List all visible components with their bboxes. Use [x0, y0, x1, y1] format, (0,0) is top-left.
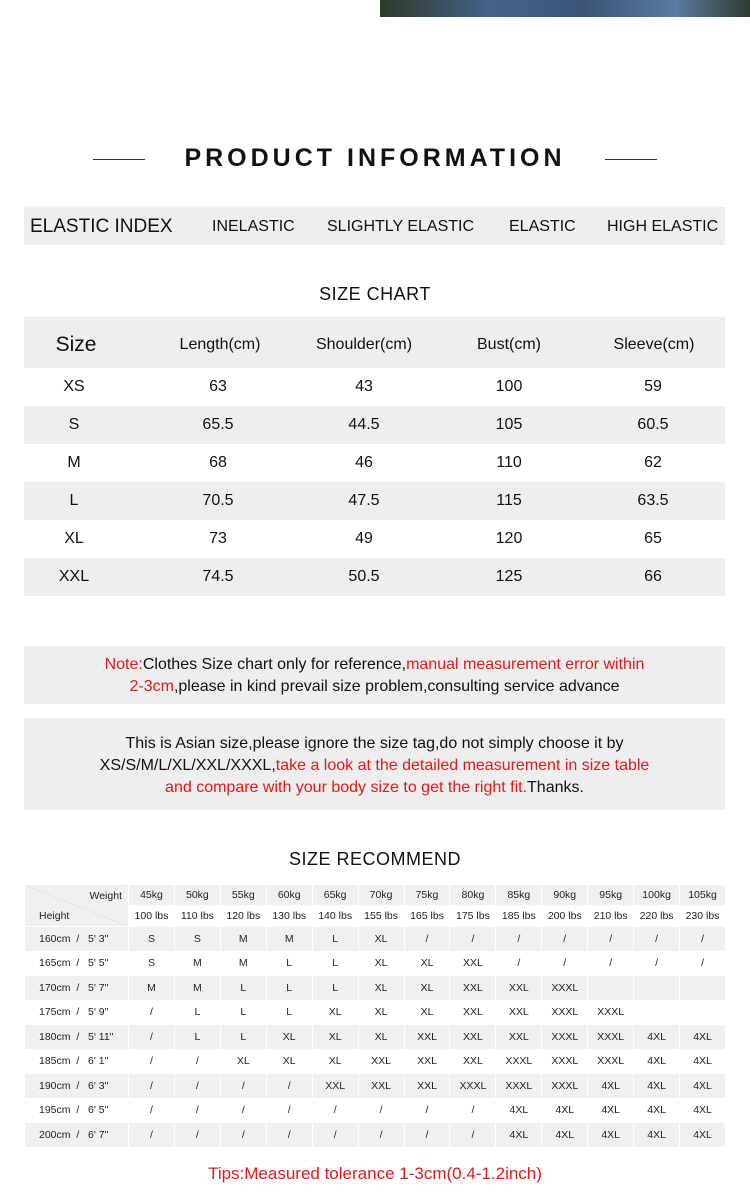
size-cell: XXL — [496, 1025, 542, 1050]
weight-lbs-cell: 230 lbs — [680, 906, 726, 927]
size-cell: 4XL — [588, 1074, 634, 1099]
size-cell: XXL — [404, 1049, 450, 1074]
table-row — [25, 927, 726, 952]
size-cell: XL — [358, 951, 404, 976]
height-axis-label: Height — [39, 910, 70, 922]
size-recommend-table — [24, 884, 726, 1148]
weight-lbs-cell: 120 lbs — [220, 906, 266, 927]
size-cell: XXXL — [542, 1049, 588, 1074]
table-row — [24, 482, 725, 520]
size-recommend-title: SIZE RECOMMEND — [288, 849, 461, 869]
size-cell: / — [450, 1123, 496, 1148]
product-photo-edge — [380, 0, 750, 17]
size-cell — [680, 1000, 726, 1025]
table-cell: L — [69, 492, 79, 509]
weight-lbs-cell: 210 lbs — [588, 906, 634, 927]
size-cell: / — [220, 1123, 266, 1148]
size-cell: / — [450, 1098, 496, 1123]
table-cell: XL — [64, 530, 84, 547]
size-cell: 4XL — [588, 1123, 634, 1148]
size-cell: / — [542, 927, 588, 952]
size-cell: XXL — [450, 1049, 496, 1074]
size-cell: M — [174, 976, 220, 1001]
height-cell: 190cm / 6' 3" — [25, 1074, 129, 1099]
weight-kg-cell: 65kg — [312, 885, 358, 906]
size-cell: / — [220, 1074, 266, 1099]
size-cell: XXXL — [496, 1049, 542, 1074]
size-cell: XL — [220, 1049, 266, 1074]
weight-kg-cell: 55kg — [220, 885, 266, 906]
table-cell: 50.5 — [348, 568, 380, 585]
weight-lbs-cell: 185 lbs — [496, 906, 542, 927]
table-row — [25, 976, 726, 1001]
size-chart-table — [24, 317, 725, 596]
size-cell: XL — [312, 1000, 358, 1025]
elastic-option-high-elastic: HIGH ELASTIC — [607, 218, 719, 235]
table-cell: 43 — [355, 378, 373, 395]
table-cell: 60.5 — [637, 416, 669, 433]
size-cell: L — [312, 976, 358, 1001]
height-cell: 200cm / 6' 7" — [25, 1123, 129, 1148]
size-cell: L — [266, 976, 312, 1001]
size-cell: / — [129, 1049, 175, 1074]
asian-size-note-box — [24, 718, 725, 810]
size-cell: / — [129, 1025, 175, 1050]
table-cell: 120 — [495, 530, 523, 547]
asian-note-sizes: XS/S/M/L/XL/XXL/XXXL, — [99, 757, 276, 774]
weight-kg-cell: 75kg — [404, 885, 450, 906]
size-cell: XL — [266, 1025, 312, 1050]
size-cell: S — [129, 951, 175, 976]
size-chart-header-cell: Bust(cm) — [477, 336, 541, 353]
size-cell: L — [220, 1000, 266, 1025]
weight-lbs-row — [25, 906, 726, 927]
table-cell: 115 — [496, 492, 522, 509]
size-cell: XL — [358, 976, 404, 1001]
table-cell: 46 — [355, 454, 373, 471]
elastic-index-bar — [24, 207, 725, 245]
height-cell: 195cm / 6' 5" — [25, 1098, 129, 1123]
size-cell: XL — [358, 927, 404, 952]
size-cell: XXXL — [542, 1025, 588, 1050]
table-cell: 47.5 — [348, 492, 380, 509]
note-text: Clothes Size chart only for reference, — [142, 656, 407, 673]
size-cell: / — [266, 1074, 312, 1099]
size-cell: XL — [404, 976, 450, 1001]
size-chart-header-cell: Shoulder(cm) — [315, 336, 413, 353]
size-cell: XL — [358, 1025, 404, 1050]
size-cell: 4XL — [634, 1123, 680, 1148]
size-cell: 4XL — [680, 1025, 726, 1050]
weight-kg-cell: 45kg — [129, 885, 175, 906]
size-cell: / — [634, 927, 680, 952]
size-cell: / — [634, 951, 680, 976]
table-row — [24, 406, 725, 444]
heading-rule-right — [605, 159, 657, 160]
weight-lbs-cell: 110 lbs — [174, 906, 220, 927]
height-cell: 160cm / 5' 3" — [25, 927, 129, 952]
size-cell: S — [129, 927, 175, 952]
table-cell: 65 — [644, 530, 662, 547]
table-row — [25, 1074, 726, 1099]
note-warning: manual measurement error within — [406, 656, 645, 673]
size-cell: 4XL — [496, 1098, 542, 1123]
size-cell: XXXL — [542, 1000, 588, 1025]
size-cell: / — [312, 1098, 358, 1123]
weight-kg-cell: 50kg — [174, 885, 220, 906]
table-cell: XS — [63, 378, 85, 395]
size-cell: XL — [312, 1025, 358, 1050]
weight-kg-cell: 60kg — [266, 885, 312, 906]
weight-kg-cell: 80kg — [450, 885, 496, 906]
table-row — [25, 1025, 726, 1050]
size-cell: XXXL — [542, 976, 588, 1001]
table-cell: 44.5 — [348, 416, 380, 433]
size-cell: 4XL — [634, 1098, 680, 1123]
size-cell: / — [496, 951, 542, 976]
size-cell: XXL — [450, 1000, 496, 1025]
size-cell: XXL — [496, 976, 542, 1001]
size-cell: / — [404, 1123, 450, 1148]
size-cell: XXL — [404, 1025, 450, 1050]
note-text-2: ,please in kind prevail size problem,consulting service advance — [173, 678, 620, 695]
weight-lbs-cell: 100 lbs — [129, 906, 175, 927]
size-cell: / — [542, 951, 588, 976]
size-cell: / — [129, 1074, 175, 1099]
weight-lbs-cell: 130 lbs — [266, 906, 312, 927]
size-cell: / — [496, 927, 542, 952]
size-cell: XXXL — [588, 1049, 634, 1074]
weight-kg-row — [25, 885, 726, 906]
table-cell: 73 — [209, 530, 227, 547]
size-cell: 4XL — [542, 1098, 588, 1123]
size-cell: XXL — [450, 976, 496, 1001]
size-cell: L — [266, 1000, 312, 1025]
size-cell: / — [588, 951, 634, 976]
size-cell: S — [174, 927, 220, 952]
elastic-index-label: ELASTIC INDEX — [30, 216, 173, 237]
weight-lbs-cell: 155 lbs — [358, 906, 404, 927]
size-cell: 4XL — [496, 1123, 542, 1148]
table-cell: 105 — [495, 416, 523, 433]
table-cell: M — [67, 454, 81, 471]
table-row — [24, 444, 725, 482]
size-cell: / — [174, 1098, 220, 1123]
table-cell: 62 — [644, 454, 662, 471]
size-cell — [634, 976, 680, 1001]
size-cell: XXL — [450, 951, 496, 976]
weight-lbs-cell: 165 lbs — [404, 906, 450, 927]
size-cell — [588, 976, 634, 1001]
size-cell: / — [174, 1123, 220, 1148]
table-row — [24, 558, 725, 596]
asian-note-advice: take a look at the detailed measurement in size table — [275, 757, 650, 774]
height-cell: 170cm / 5' 7" — [25, 976, 129, 1001]
size-cell: / — [588, 927, 634, 952]
table-row — [25, 1123, 726, 1148]
size-cell: L — [174, 1025, 220, 1050]
size-cell — [634, 1000, 680, 1025]
table-row — [24, 368, 725, 406]
asian-note-thanks: Thanks. — [527, 779, 584, 796]
weight-lbs-cell: 140 lbs — [312, 906, 358, 927]
size-cell: 4XL — [634, 1074, 680, 1099]
size-cell: / — [680, 927, 726, 952]
size-cell: L — [174, 1000, 220, 1025]
table-cell: 63.5 — [637, 492, 669, 509]
tolerance-tip: Tips:Measured tolerance 1-3cm(0.4-1.2inch) — [208, 1164, 542, 1183]
table-cell: 100 — [495, 378, 523, 395]
weight-kg-cell: 100kg — [634, 885, 680, 906]
table-corner — [25, 885, 129, 927]
size-cell: XXXL — [542, 1074, 588, 1099]
size-cell: L — [312, 927, 358, 952]
size-cell: XXL — [450, 1025, 496, 1050]
size-cell: XXL — [358, 1049, 404, 1074]
size-cell: / — [129, 1000, 175, 1025]
table-cell: 59 — [644, 378, 662, 395]
size-cell: XL — [404, 951, 450, 976]
size-cell: M — [266, 927, 312, 952]
height-cell: 180cm / 5' 11" — [25, 1025, 129, 1050]
weight-lbs-cell: 175 lbs — [450, 906, 496, 927]
weight-lbs-cell: 220 lbs — [634, 906, 680, 927]
section-heading — [0, 142, 750, 178]
size-cell: XL — [312, 1049, 358, 1074]
weight-kg-cell: 95kg — [588, 885, 634, 906]
elastic-option-elastic: ELASTIC — [509, 218, 576, 235]
size-note-box — [24, 646, 725, 704]
table-cell: 74.5 — [202, 568, 234, 585]
size-cell: / — [404, 1098, 450, 1123]
weight-kg-cell: 85kg — [496, 885, 542, 906]
size-cell: / — [680, 951, 726, 976]
size-cell: / — [358, 1123, 404, 1148]
asian-note-advice-2: and compare with your body size to get the right fit. — [165, 779, 528, 796]
size-cell: / — [174, 1049, 220, 1074]
table-cell: 125 — [495, 568, 523, 585]
table-row — [25, 951, 726, 976]
table-row — [25, 1000, 726, 1025]
table-row — [25, 1098, 726, 1123]
height-cell: 175cm / 5' 9" — [25, 1000, 129, 1025]
size-cell: / — [450, 927, 496, 952]
weight-kg-cell: 90kg — [542, 885, 588, 906]
note-error-range: 2-3cm — [129, 678, 174, 695]
size-cell: / — [129, 1098, 175, 1123]
elastic-option-inelastic: INELASTIC — [212, 218, 295, 235]
size-chart-header-cell: Length(cm) — [179, 336, 261, 353]
elastic-option-slightly-elastic: SLIGHTLY ELASTIC — [327, 218, 475, 235]
size-cell: / — [266, 1098, 312, 1123]
size-cell: XXXL — [588, 1025, 634, 1050]
table-cell: 110 — [496, 454, 522, 471]
size-cell: XL — [404, 1000, 450, 1025]
size-cell — [680, 976, 726, 1001]
size-cell: M — [174, 951, 220, 976]
table-cell: 68 — [209, 454, 227, 471]
table-row — [24, 520, 725, 558]
size-cell: XXL — [496, 1000, 542, 1025]
size-cell: XXXL — [588, 1000, 634, 1025]
size-cell: / — [129, 1123, 175, 1148]
size-cell: L — [266, 951, 312, 976]
size-cell: / — [220, 1098, 266, 1123]
height-cell: 185cm / 6' 1" — [25, 1049, 129, 1074]
size-cell: L — [220, 976, 266, 1001]
weight-kg-cell: 105kg — [680, 885, 726, 906]
size-cell: / — [404, 927, 450, 952]
size-chart-header — [24, 317, 725, 368]
size-chart-header-cell: Sleeve(cm) — [613, 336, 695, 353]
table-cell: 70.5 — [202, 492, 234, 509]
size-cell: 4XL — [634, 1049, 680, 1074]
size-cell: L — [312, 951, 358, 976]
table-cell: XXL — [58, 568, 90, 585]
size-cell: 4XL — [680, 1074, 726, 1099]
size-cell: / — [266, 1123, 312, 1148]
table-cell: S — [68, 416, 80, 433]
size-cell: / — [312, 1123, 358, 1148]
size-cell: L — [220, 1025, 266, 1050]
weight-lbs-cell: 200 lbs — [542, 906, 588, 927]
table-cell: 66 — [644, 568, 662, 585]
asian-note-line-1: This is Asian size,please ignore the size tag,do not simply choose it by — [125, 735, 624, 752]
weight-kg-cell: 70kg — [358, 885, 404, 906]
size-cell: 4XL — [680, 1098, 726, 1123]
size-cell: M — [129, 976, 175, 1001]
weight-axis-label: Weight — [89, 890, 122, 902]
table-cell: 63 — [209, 378, 227, 395]
size-cell: 4XL — [542, 1123, 588, 1148]
note-label: Note: — [104, 656, 143, 673]
size-cell: M — [220, 951, 266, 976]
size-cell: XL — [358, 1000, 404, 1025]
size-cell: 4XL — [588, 1098, 634, 1123]
size-cell: / — [174, 1074, 220, 1099]
page-title: PRODUCT INFORMATION — [184, 144, 566, 172]
table-cell: 49 — [355, 530, 373, 547]
size-cell: XXL — [404, 1074, 450, 1099]
size-cell: 4XL — [680, 1049, 726, 1074]
size-chart-title: SIZE CHART — [319, 284, 431, 304]
height-cell: 165cm / 5' 5" — [25, 951, 129, 976]
size-cell: M — [220, 927, 266, 952]
table-row — [25, 1049, 726, 1074]
size-cell: 4XL — [680, 1123, 726, 1148]
table-cell: 65.5 — [202, 416, 234, 433]
size-cell: XXL — [358, 1074, 404, 1099]
size-cell: XXL — [312, 1074, 358, 1099]
size-cell: XL — [266, 1049, 312, 1074]
size-cell: XXXL — [496, 1074, 542, 1099]
size-cell: XXXL — [450, 1074, 496, 1099]
size-cell: 4XL — [634, 1025, 680, 1050]
size-chart-header-cell: Size — [55, 333, 97, 356]
size-cell: / — [358, 1098, 404, 1123]
